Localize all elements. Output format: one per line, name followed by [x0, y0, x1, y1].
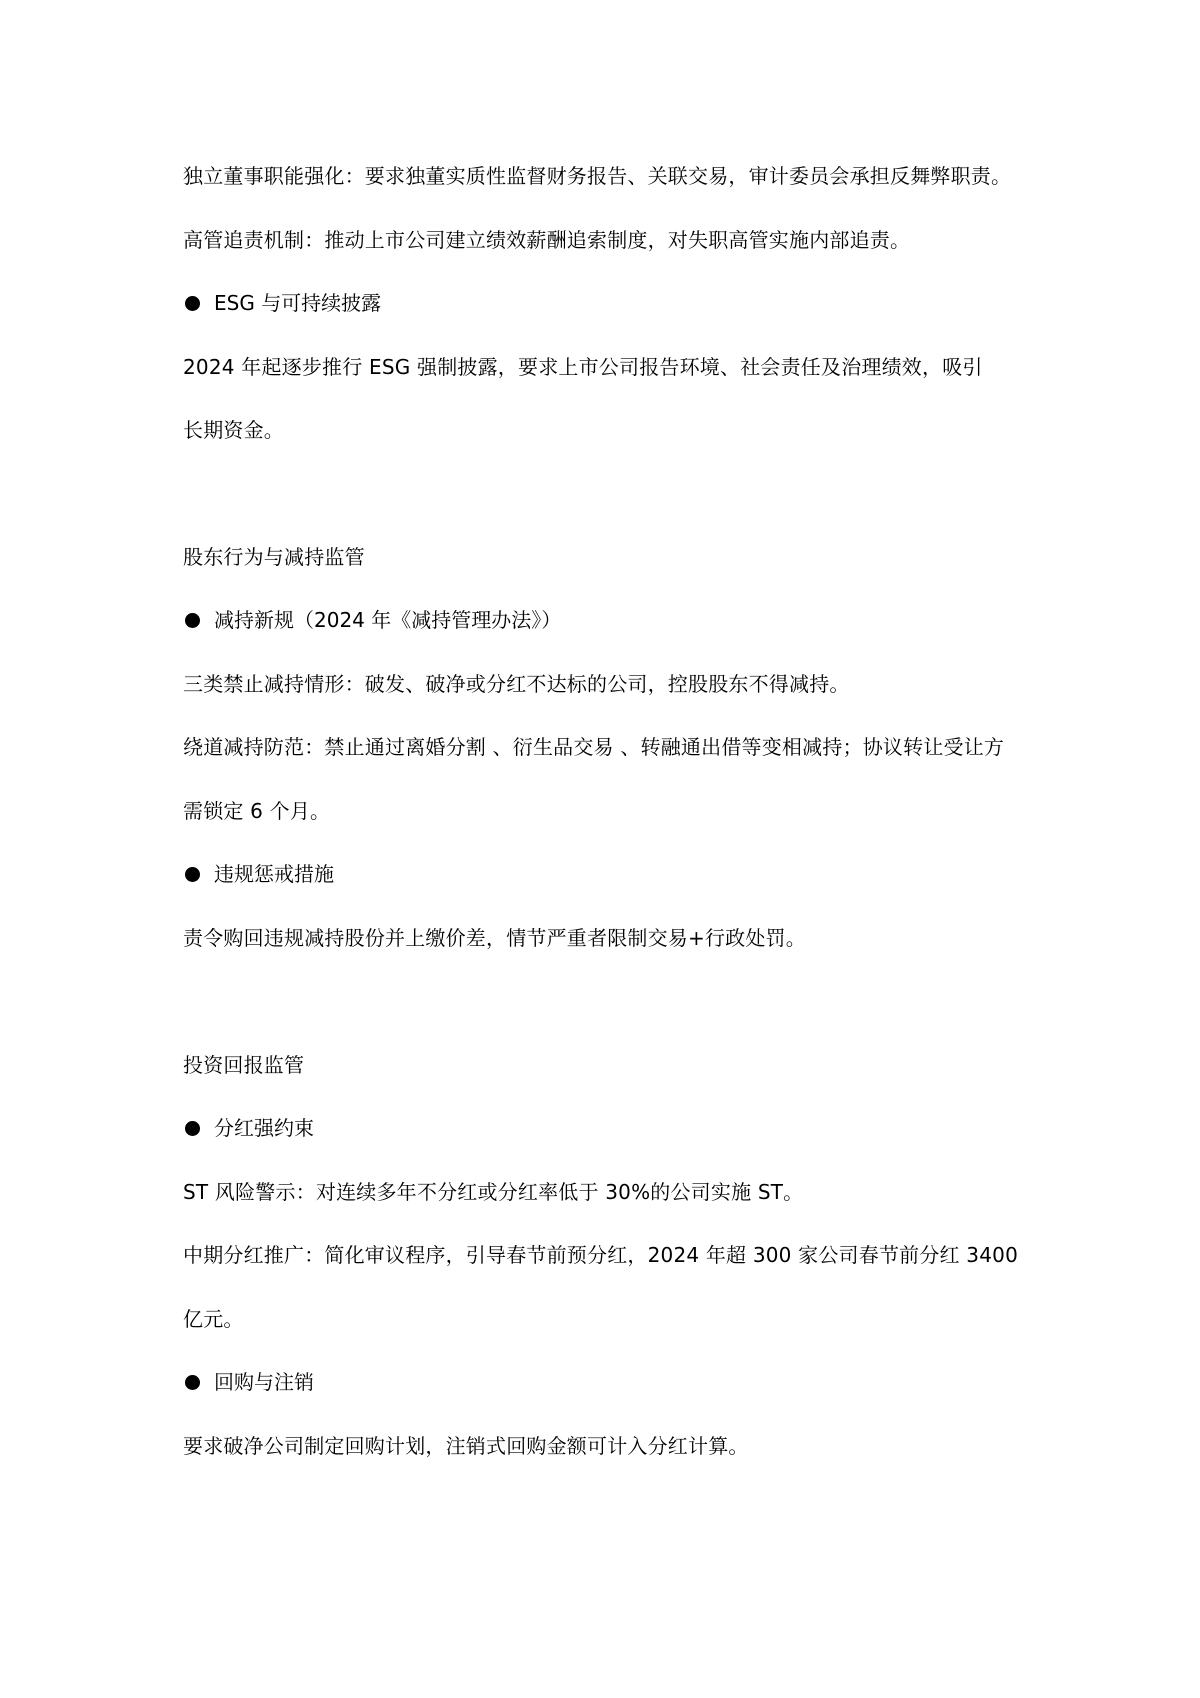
bullet-dividend — [183, 1114, 1063, 1142]
paragraph-executive-accountability: 高管追责机制：推动上市公司建立绩效薪酬追索制度，对失职高管实施内部追责。 — [183, 228, 911, 252]
bullet-dot-icon — [185, 296, 200, 311]
bullet-new-rules — [183, 606, 1063, 634]
bullet-penalty — [183, 860, 1063, 888]
paragraph-penalty: 责令购回违规减持股份并上缴价差，情节严重者限制交易+行政处罚。 — [183, 926, 806, 950]
paragraph-buyback: 要求破净公司制定回购计划，注销式回购金额可计入分红计算。 — [183, 1434, 749, 1458]
section-heading-shareholder: 股东行为与减持监管 — [183, 545, 365, 569]
paragraph-bypass-line-2: 需锁定 6 个月。 — [183, 799, 331, 823]
bullet-penalty-label: 违规惩戒措施 — [214, 862, 334, 886]
paragraph-interim-line-1: 中期分红推广：简化审议程序，引导春节前预分红，2024 年超 300 家公司春节前分红 3400 — [183, 1243, 1018, 1267]
paragraph-prohibited: 三类禁止减持情形：破发、破净或分红不达标的公司，控股股东不得减持。 — [183, 672, 850, 696]
bullet-dot-icon — [185, 1375, 200, 1390]
paragraph-st-warning: ST 风险警示：对连续多年不分红或分红率低于 30%的公司实施 ST。 — [183, 1180, 804, 1204]
bullet-dot-icon — [185, 613, 200, 628]
bullet-buyback-label: 回购与注销 — [214, 1370, 314, 1394]
bullet-dot-icon — [185, 867, 200, 882]
paragraph-independent-directors: 独立董事职能强化：要求独董实质性监督财务报告、关联交易，审计委员会承担反舞弊职责。 — [183, 164, 1012, 188]
bullet-buyback — [183, 1368, 1063, 1396]
paragraph-interim-line-2: 亿元。 — [183, 1307, 244, 1331]
bullet-dot-icon — [185, 1121, 200, 1136]
paragraph-esg-line-2: 长期资金。 — [183, 418, 284, 442]
bullet-esg — [183, 289, 1063, 317]
section-heading-returns: 投资回报监管 — [183, 1053, 305, 1077]
paragraph-bypass-line-1: 绕道减持防范：禁止通过离婚分割 、衍生品交易 、转融通出借等变相减持；协议转让受让方 — [183, 735, 1005, 759]
bullet-esg-label: ESG 与可持续披露 — [214, 291, 382, 315]
bullet-new-rules-label: 减持新规（2024 年《减持管理办法》） — [214, 608, 562, 632]
bullet-dividend-label: 分红强约束 — [214, 1116, 314, 1140]
paragraph-esg-line-1: 2024 年起逐步推行 ESG 强制披露，要求上市公司报告环境、社会责任及治理绩效，吸引 — [183, 355, 983, 379]
